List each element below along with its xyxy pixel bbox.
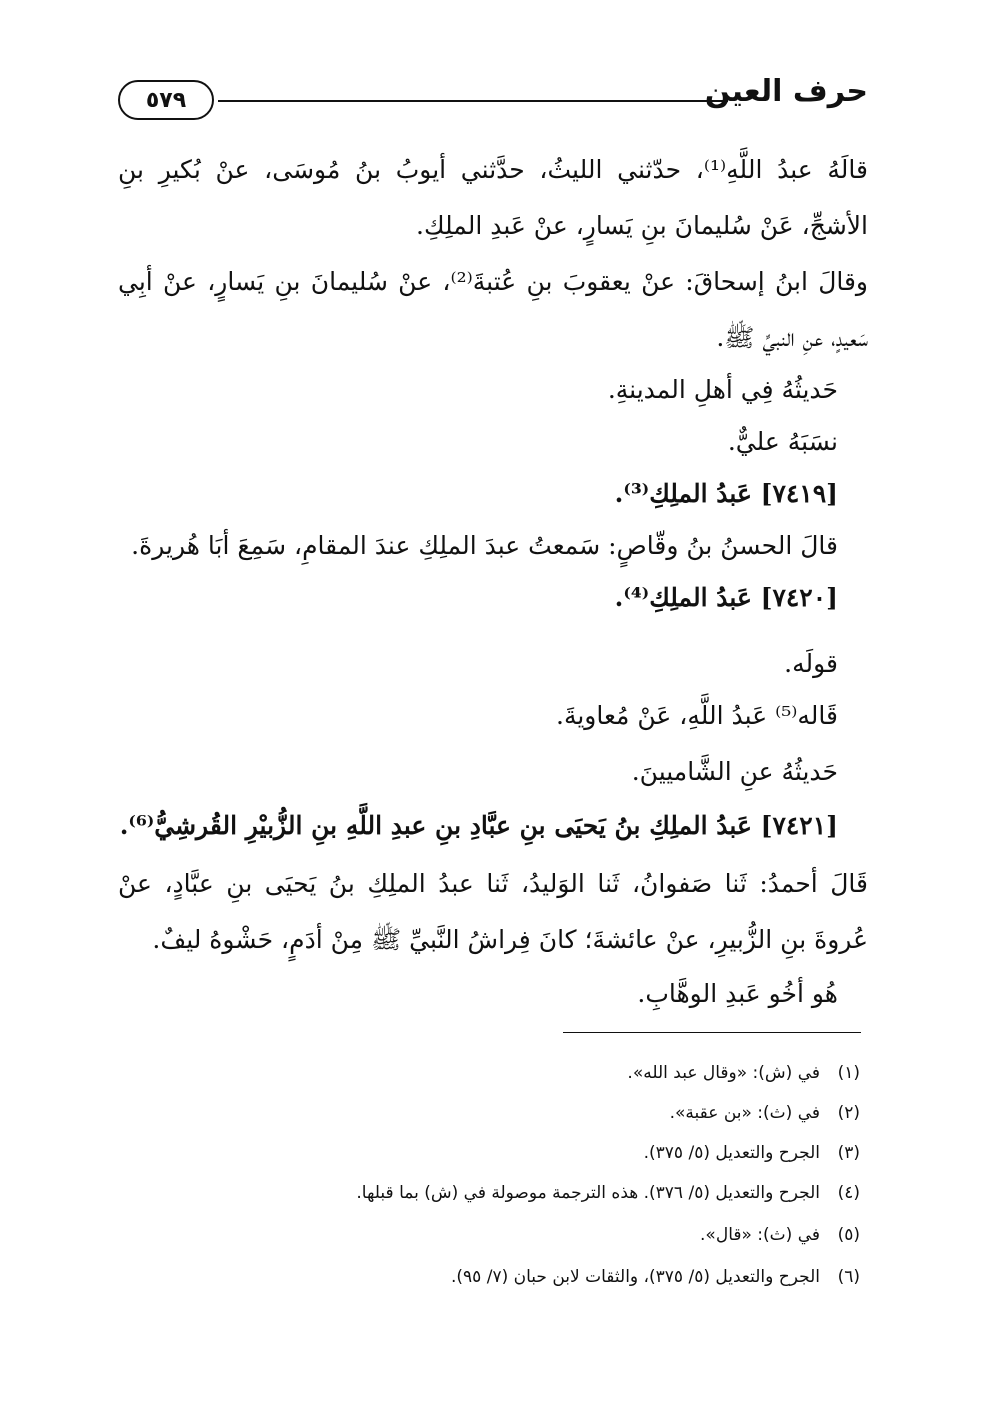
entry-number: [٧٤١٩] bbox=[760, 479, 838, 508]
footnote-text: في (ث): «قال». bbox=[700, 1225, 820, 1245]
text-line: قَاله⁽⁵⁾ عَبدُ اللَّهِ، عَنْ مُعاويةَ. bbox=[556, 701, 838, 730]
footnote-text: الجرح والتعديل (٥/ ٣٧٥)، والثقات لابن حبان (٧/ ٩٥). bbox=[451, 1267, 820, 1287]
text-line: حَديثُهُ فِي أهلِ المدينةِ. bbox=[607, 375, 838, 404]
chapter-title: حرف العين bbox=[704, 74, 868, 109]
footnote bbox=[118, 1096, 860, 1130]
footnote bbox=[118, 1136, 860, 1170]
footnote-text: الجرح والتعديل (٥/ ٣٧٥). bbox=[643, 1143, 820, 1163]
entry-heading-7419 bbox=[118, 466, 838, 522]
entry-number: [٧٤٢٠] bbox=[760, 583, 838, 612]
footnote-number: (٣) bbox=[837, 1143, 860, 1163]
footnote-number: (٥) bbox=[837, 1225, 860, 1245]
footnote-text: الجرح والتعديل (٥/ ٣٧٦). هذه الترجمة موصولة في (ش) بما قبلها. bbox=[356, 1183, 820, 1203]
header-rule bbox=[218, 100, 728, 102]
text-line: هُو أخُو عَبدِ الوهَّابِ. bbox=[637, 979, 838, 1008]
text-line: عُروةَ بنِ الزُّبيرِ، عنْ عائشةَ؛ كانَ فِراشُ النَّبيِّ ﷺ مِنْ أدَمٍ، حَشْوهُ ليفٌ. bbox=[152, 925, 868, 954]
footnote-separator bbox=[563, 1032, 861, 1033]
text-line: سَعيدٍ، عنِ النبيِّ ﷺ. bbox=[716, 323, 868, 352]
running-header bbox=[118, 70, 868, 130]
text-line: وقالَ ابنُ إسحاقَ: عنْ يعقوبَ بنِ عُتبةَ⁽²⁾، عنْ سُليمانَ بنِ يَسارٍ، عنْ أبِي bbox=[118, 267, 868, 296]
entry-heading-7421 bbox=[118, 798, 838, 854]
page-number-badge: ٥٧٩ bbox=[118, 80, 214, 120]
text-line: نسَبَهُ عليٌّ. bbox=[727, 427, 838, 456]
footnote bbox=[118, 1176, 860, 1210]
footnote-text: في (ش): «وقال عبد الله». bbox=[627, 1063, 820, 1083]
entry-name: عَبدُ الملِكِ⁽⁴⁾. bbox=[614, 583, 752, 612]
entry-number: [٧٤٢١] bbox=[760, 811, 838, 840]
footnote-number: (١) bbox=[837, 1063, 860, 1083]
footnote-number: (٤) bbox=[837, 1183, 860, 1203]
text-line: قالَ الحسنُ بنُ وقّاصٍ: سَمعتُ عبدَ الملِكِ عندَ المقامِ، سَمِعَ أبَا هُريرةَ. bbox=[131, 531, 838, 560]
footnote bbox=[118, 1260, 860, 1294]
text-line: قالَهُ عبدُ اللَّهِ⁽¹⁾، حدّثني الليثُ، حدَّثني أيوبُ بنُ مُوسَى، عنْ بُكيرِ بنِ bbox=[118, 155, 868, 184]
footnote-number: (٦) bbox=[837, 1267, 860, 1287]
entry-name: عَبدُ الملِكِ⁽³⁾. bbox=[614, 479, 752, 508]
text-line: قَالَ أحمدُ: ثَنا صَفوانُ، ثَنا الوَليدُ، ثَنا عبدُ الملِكِ بنُ يَحيَى بنِ عبَّادٍ، عنْ bbox=[118, 869, 868, 898]
footnote-number: (٢) bbox=[837, 1103, 860, 1123]
entry-heading-7420 bbox=[118, 570, 838, 626]
entry-name: عَبدُ الملِكِ بنُ يَحيَى بنِ عبَّادِ بنِ عبدِ اللَّهِ بنِ الزُّبيْرِ القُرشِيُّ⁽⁶⁾. bbox=[119, 811, 752, 840]
footnote bbox=[118, 1056, 860, 1090]
footnote-text: في (ث): «بن عقبة». bbox=[669, 1103, 820, 1123]
footnote bbox=[118, 1218, 860, 1252]
text-line: حَديثُهُ عنِ الشَّاميينَ. bbox=[631, 757, 838, 786]
text-line: قولَه. bbox=[784, 649, 838, 678]
text-line: الأشجِّ، عَنْ سُليمانَ بنِ يَسارٍ، عنْ عَبدِ الملِكِ. bbox=[416, 211, 868, 240]
